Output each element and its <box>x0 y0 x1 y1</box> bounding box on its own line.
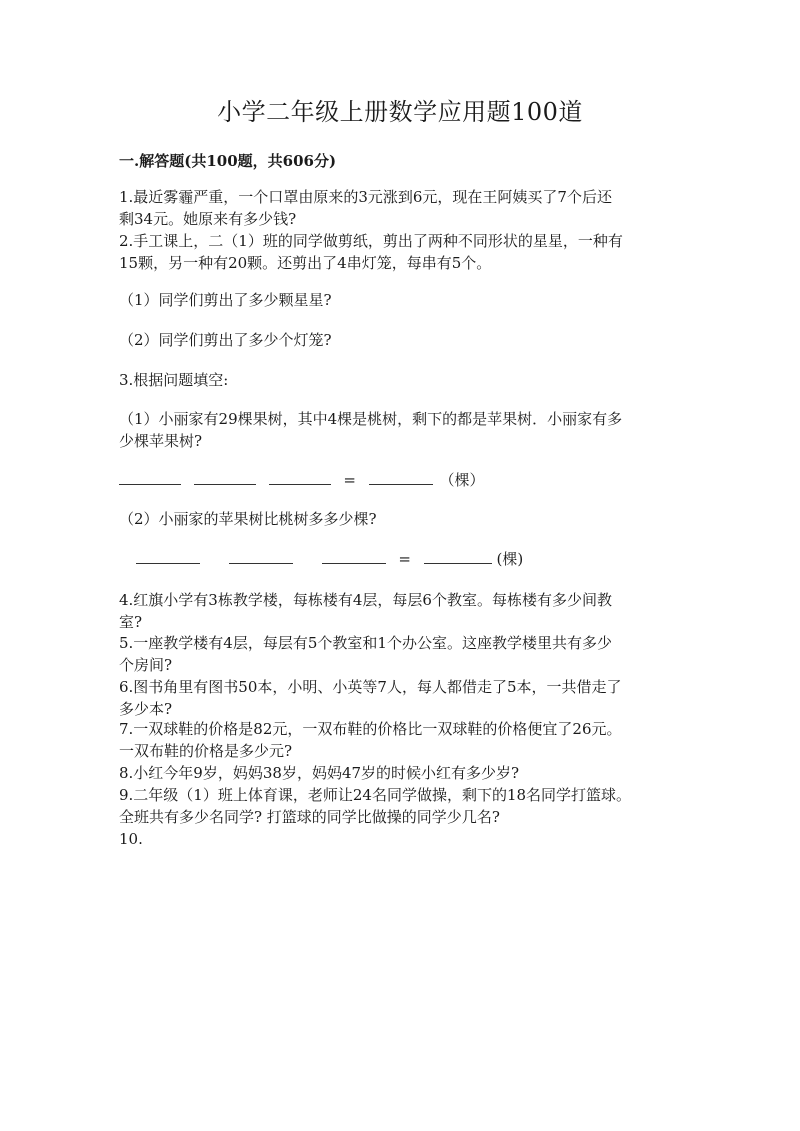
answer-blank[interactable] <box>424 549 492 564</box>
question-1-line-2: 剩34元。她原来有多少钱? <box>119 210 297 228</box>
question-5-line-1: 5.一座教学楼有4层，每层有5个教室和1个办公室。这座教学楼里共有多少 <box>119 634 612 652</box>
question-3-sub-1-line-2: 少棵苹果树? <box>119 432 203 450</box>
question-9-line-1: 9.二年级（1）班上体育课，老师让24名同学做操，剩下的18名同学打篮球。 <box>119 786 632 804</box>
unit-label: (棵) <box>496 550 524 568</box>
question-2-line-2: 15颗，另一种有20颗。还剪出了4串灯笼，每串有5个。 <box>119 254 492 272</box>
answer-blank[interactable] <box>136 549 200 564</box>
question-6-line-2: 多少本? <box>119 700 173 718</box>
answer-blank[interactable] <box>229 549 293 564</box>
question-8-line-1: 8.小红今年9岁，妈妈38岁，妈妈47岁的时候小红有多少岁? <box>119 764 520 782</box>
question-4-line-1: 4.红旗小学有3栋教学楼，每栋楼有4层，每层6个教室。每栋楼有多少间教 <box>119 591 612 609</box>
question-2-sub-1: （1）同学们剪出了多少颗星星? <box>119 291 332 309</box>
answer-blank[interactable] <box>194 470 256 485</box>
unit-label: （棵） <box>439 471 485 489</box>
question-3-sub-2: （2）小丽家的苹果树比桃树多多少棵? <box>119 510 377 528</box>
question-3-sub-1-line-1: （1）小丽家有29棵果树，其中4棵是桃树，剩下的都是苹果树．小丽家有多 <box>119 410 623 428</box>
question-4-line-2: 室? <box>119 613 143 631</box>
question-10-line-1: 10. <box>119 830 143 848</box>
question-7-line-1: 7.一双球鞋的价格是82元，一双布鞋的价格比一双球鞋的价格便宜了26元。 <box>119 720 622 738</box>
question-3-answer-row-1 <box>119 469 485 491</box>
question-2-sub-2: （2）同学们剪出了多少个灯笼? <box>119 331 332 349</box>
equals-sign: = <box>343 471 356 489</box>
answer-blank[interactable] <box>369 470 433 485</box>
answer-blank[interactable] <box>269 470 331 485</box>
question-1-line-1: 1.最近雾霾严重，一个口罩由原来的3元涨到6元，现在王阿姨买了7个后还 <box>119 188 612 206</box>
question-3-line-1: 3.根据问题填空: <box>119 371 229 389</box>
question-6-line-1: 6.图书角里有图书50本，小明、小英等7人，每人都借走了5本，一共借走了 <box>119 678 622 696</box>
question-5-line-2: 个房间? <box>119 656 173 674</box>
section-heading: 一.解答题(共100题，共606分) <box>119 152 337 170</box>
equals-sign: = <box>398 550 411 568</box>
question-7-line-2: 一双布鞋的价格是多少元? <box>119 742 293 760</box>
answer-blank[interactable] <box>119 470 181 485</box>
question-3-answer-row-2 <box>136 548 523 570</box>
question-9-line-2: 全班共有多少名同学? 打篮球的同学比做操的同学少几名? <box>119 808 500 826</box>
question-2-line-1: 2.手工课上，二（1）班的同学做剪纸，剪出了两种不同形状的星星，一种有 <box>119 232 623 250</box>
answer-blank[interactable] <box>322 549 386 564</box>
page-title: 小学二年级上册数学应用题100道 <box>217 98 583 126</box>
